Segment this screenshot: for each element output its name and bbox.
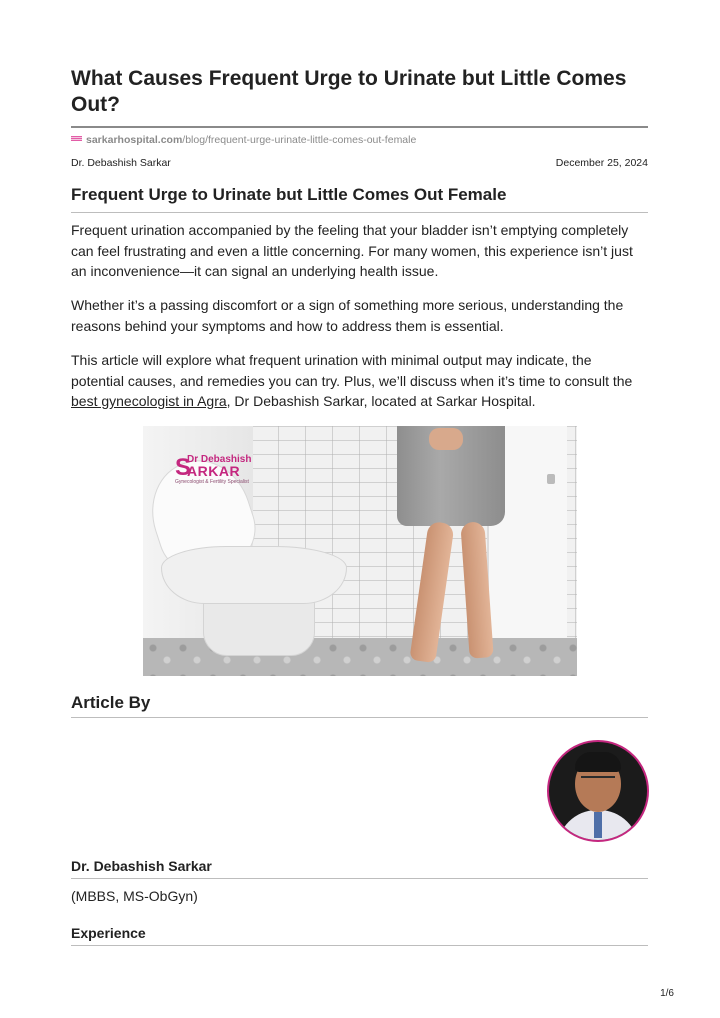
page-number: 1/6 bbox=[660, 988, 674, 999]
experience-heading: Experience bbox=[71, 925, 146, 941]
paragraph-3 bbox=[71, 350, 648, 412]
logo-initial: S bbox=[175, 454, 192, 481]
logo-line-1: Dr Debashish bbox=[187, 454, 252, 465]
source-path: /blog/frequent-urge-urinate-little-comes-out-female bbox=[182, 134, 417, 146]
paragraph-3-text-start: This article will explore what frequent urination with minimal output may indicate, the potential causes, and remedies you can try. Plus, we’ll discuss when it’s time to consult the bbox=[71, 352, 633, 389]
author-credentials: (MBBS, MS-ObGyn) bbox=[71, 888, 198, 904]
page-title: What Causes Frequent Urge to Urinate but Little Comes Out? bbox=[71, 67, 627, 116]
paragraph-1: Frequent urination accompanied by the feeling that your bladder isn’t emptying completely can feel frustrating and even a little concerning. For many women, this experience isn’t just an inconvenience—it can signal an underlying health issue. bbox=[71, 222, 633, 279]
paragraph-3-text-end: , Dr Debashish Sarkar, located at Sarkar Hospital. bbox=[226, 393, 536, 409]
author-name-divider bbox=[71, 878, 648, 879]
title-divider bbox=[71, 126, 648, 128]
site-favicon-icon bbox=[71, 136, 82, 141]
meta-date: December 25, 2024 bbox=[555, 157, 648, 169]
author-name: Dr. Debashish Sarkar bbox=[71, 858, 212, 874]
logo-tagline: Gynecologist & Fertility Specialist bbox=[175, 479, 249, 485]
author-avatar bbox=[547, 740, 649, 842]
door-handle bbox=[547, 474, 555, 484]
toilet-bowl bbox=[161, 546, 347, 604]
section-divider bbox=[71, 212, 648, 213]
woman-hands bbox=[429, 428, 463, 450]
avatar-glasses bbox=[581, 776, 615, 786]
article-by-heading: Article By bbox=[71, 693, 151, 712]
paragraph-2: Whether it’s a passing discomfort or a sign of something more serious, understanding the reasons behind your symptoms and how to address them is essential. bbox=[71, 297, 624, 334]
article-by-divider bbox=[71, 717, 648, 718]
sarkar-logo bbox=[175, 454, 265, 484]
meta-author: Dr. Debashish Sarkar bbox=[71, 157, 171, 169]
source-url[interactable] bbox=[71, 133, 416, 147]
gynecologist-link[interactable]: best gynecologist in Agra bbox=[71, 393, 227, 409]
source-domain: sarkarhospital.com bbox=[86, 134, 183, 146]
avatar-hair bbox=[575, 752, 621, 772]
section-heading: Frequent Urge to Urinate but Little Comes Out Female bbox=[71, 185, 507, 204]
logo-line-2: ARKAR bbox=[187, 463, 241, 479]
hero-image bbox=[143, 426, 577, 676]
experience-divider bbox=[71, 945, 648, 946]
avatar-tie bbox=[594, 812, 602, 838]
